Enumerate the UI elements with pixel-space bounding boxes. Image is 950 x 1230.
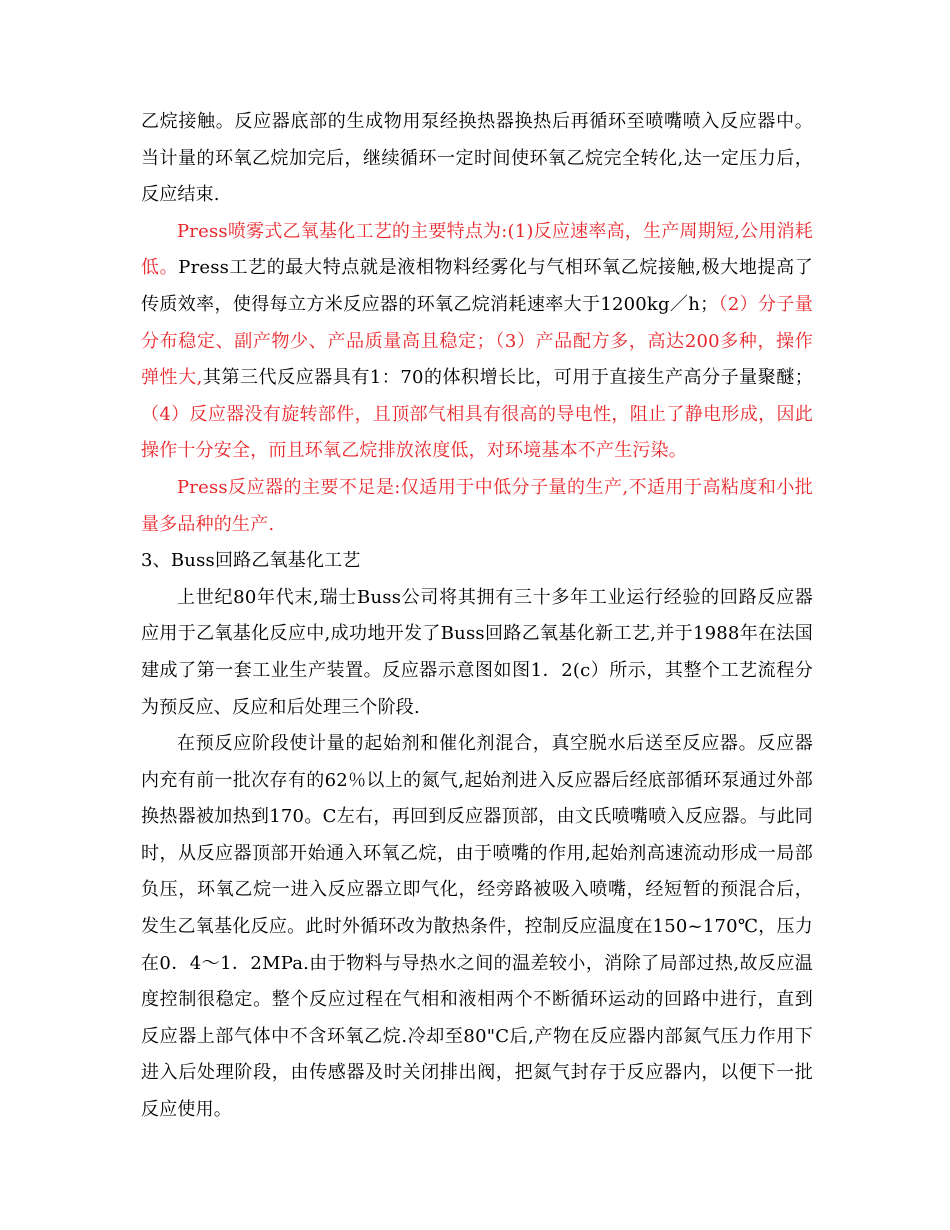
paragraph xyxy=(141,543,813,580)
paragraph xyxy=(141,580,813,726)
text-run: 乙烷接触。反应器底部的生成物用泵经换热器换热后再循环至喷嘴喷入反应器中。当计量的环氧乙烷加完后，继续循环一定时间使环氧乙烷完全转化,达一定压力后，反应结束. xyxy=(141,111,813,206)
text-run: 上世纪80年代末,瑞士Buss公司将其拥有三十多年工业运行经验的回路反应器应用于乙氧基化反应中,成功地开发了Buss回路乙氧基化新工艺,并于1988年在法国建成了第一套工业生产装置。反应器示意图如图1．2(c）所示，其整个工艺流程分为预反应、反应和后处理三个阶段. xyxy=(141,586,813,718)
highlighted-text-run: （2）分子量分布稳定、副产物少、产品质量高且稳定；（3）产品配方多，高达200多种，操作弹性大, xyxy=(141,293,813,389)
paragraph xyxy=(141,214,813,470)
text-run: 其第三代反应器具有1：70的体积增长比，可用于直接生产高分子量聚醚； xyxy=(202,367,814,389)
document-body xyxy=(141,104,813,1129)
paragraph xyxy=(141,726,813,1129)
highlighted-text-run: （4）反应器没有旋转部件，且顶部气相具有很高的导电性，阻止了静电形成，因此操作十分安全，而且环氧乙烷排放浓度低，对环境基本不产生污染。 xyxy=(141,403,813,462)
paragraph xyxy=(141,470,813,543)
highlighted-text-run: Press喷雾式乙氧基化工艺的主要特点为:(1)反应速率高，生产周期短,公用消耗低。 xyxy=(141,220,813,279)
text-run: 在预反应阶段使计量的起始剂和催化剂混合，真空脱水后送至反应器。反应器内充有前一批次存有的62％以上的氮气,起始剂进入反应器后经底部循环泵通过外部换热器被加热到170。C左右，再回到反应器顶部，由文氏喷嘴喷入反应器。与此同时，从反应器顶部开始通入环氧乙烷，由于喷嘴的作用,起始剂高速流动形成一局部负压，环氧乙烷一进入反应器立即气化，经旁路被吸入喷嘴，经短暂的预混合后，发生乙氧基化反应。此时外循环改为散热条件，控制反应温度在150~170℃，压力在0．4～1．2MPa.由于物料与导热水之间的温差较小，消除了局部过热,故反应温度控制很稳定。整个反应过程在气相和液相两个不断循环运动的回路中进行，直到反应器上部气体中不含环氧乙烷.冷却至80"C后,产物在反应器内部氮气压力作用下进入后处理阶段，由传感器及时关闭排出阀，把氮气封存于反应器内，以便下一批反应使用。 xyxy=(141,733,813,1121)
text-run: Press工艺的最大特点就是液相物料经雾化与气相环氧乙烷接触,极大地提高了传质效率，使得每立方米反应器的环氧乙烷消耗速率大于1200kg／h； xyxy=(141,257,813,315)
paragraph xyxy=(141,104,813,214)
text-run: 3、Buss回路乙氧基化工艺 xyxy=(141,550,361,572)
highlighted-text-run: Press反应器的主要不足是:仅适用于中低分子量的生产,不适用于高粘度和小批量多品种的生产. xyxy=(141,476,813,535)
